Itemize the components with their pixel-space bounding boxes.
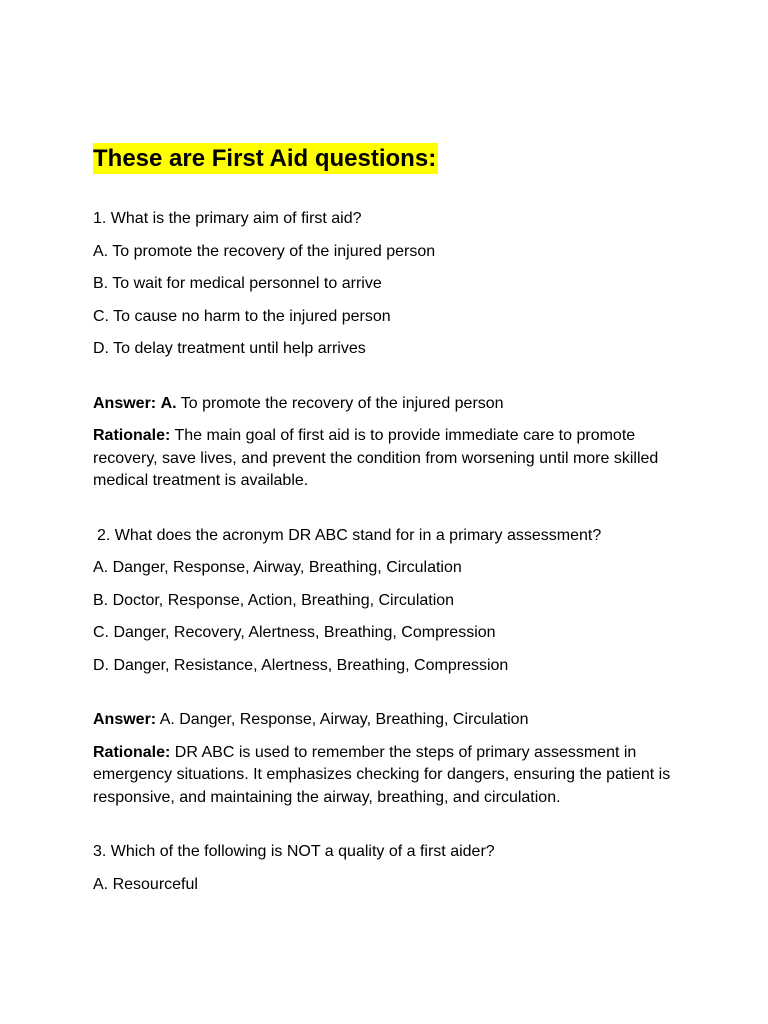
- question-1-option-a: A. To promote the recovery of the injured person: [93, 242, 436, 260]
- question-2-answer: [93, 709, 683, 732]
- question-2-option-c: C. Danger, Recovery, Alertness, Breathing, Compression: [93, 624, 496, 641]
- rationale-text: The main goal of first aid is to provide immediate care to promote recovery, save lives, and prevent the condition from worsening until more skilled medical treatment is available.: [93, 427, 659, 489]
- answer-letter: A.: [160, 394, 177, 412]
- question-3-text: 3. Which of the following is NOT a quality of a first aider?: [93, 843, 495, 860]
- question-2-text: 2. What does the acronym DR ABC stand for in a primary assessment?: [97, 526, 602, 544]
- question-1-answer: [93, 393, 683, 416]
- rationale-text: DR ABC is used to remember the steps of primary assessment in emergency situations. It emphasizes checking for dangers, ensuring the patient is responsive, and maintaining the airway, breathing, and circulation.: [93, 743, 671, 806]
- answer-label: Answer:: [93, 394, 157, 412]
- question-1-option-d: D. To delay treatment until help arrives: [93, 340, 366, 357]
- question-1-text: 1. What is the primary aim of first aid?: [93, 210, 362, 227]
- question-1-rationale: [93, 425, 683, 493]
- question-3-option-a: A. Resourceful: [93, 875, 198, 893]
- spacer: [93, 687, 683, 709]
- spacer: [93, 503, 683, 525]
- document-page: [93, 143, 683, 906]
- question-2-option-b: B. Doctor, Response, Action, Breathing, Circulation: [93, 591, 455, 609]
- answer-text: To promote the recovery of the injured person: [180, 394, 504, 412]
- document-title: These are First Aid questions:: [93, 145, 437, 172]
- question-2-option-a: A. Danger, Response, Airway, Breathing, Circulation: [93, 559, 462, 576]
- question-1-option-c: C. To cause no harm to the injured person: [93, 307, 391, 325]
- spacer: [93, 371, 683, 393]
- rationale-label: Rationale:: [93, 427, 171, 444]
- answer-label: Answer:: [93, 711, 157, 728]
- answer-text: A. Danger, Response, Airway, Breathing, Circulation: [159, 711, 529, 728]
- rationale-label: Rationale:: [93, 743, 171, 761]
- question-2-rationale: [93, 742, 683, 810]
- question-1-option-b: B. To wait for medical personnel to arrive: [93, 275, 382, 292]
- spacer: [93, 819, 683, 841]
- question-2-option-d: D. Danger, Resistance, Alertness, Breathing, Compression: [93, 656, 509, 674]
